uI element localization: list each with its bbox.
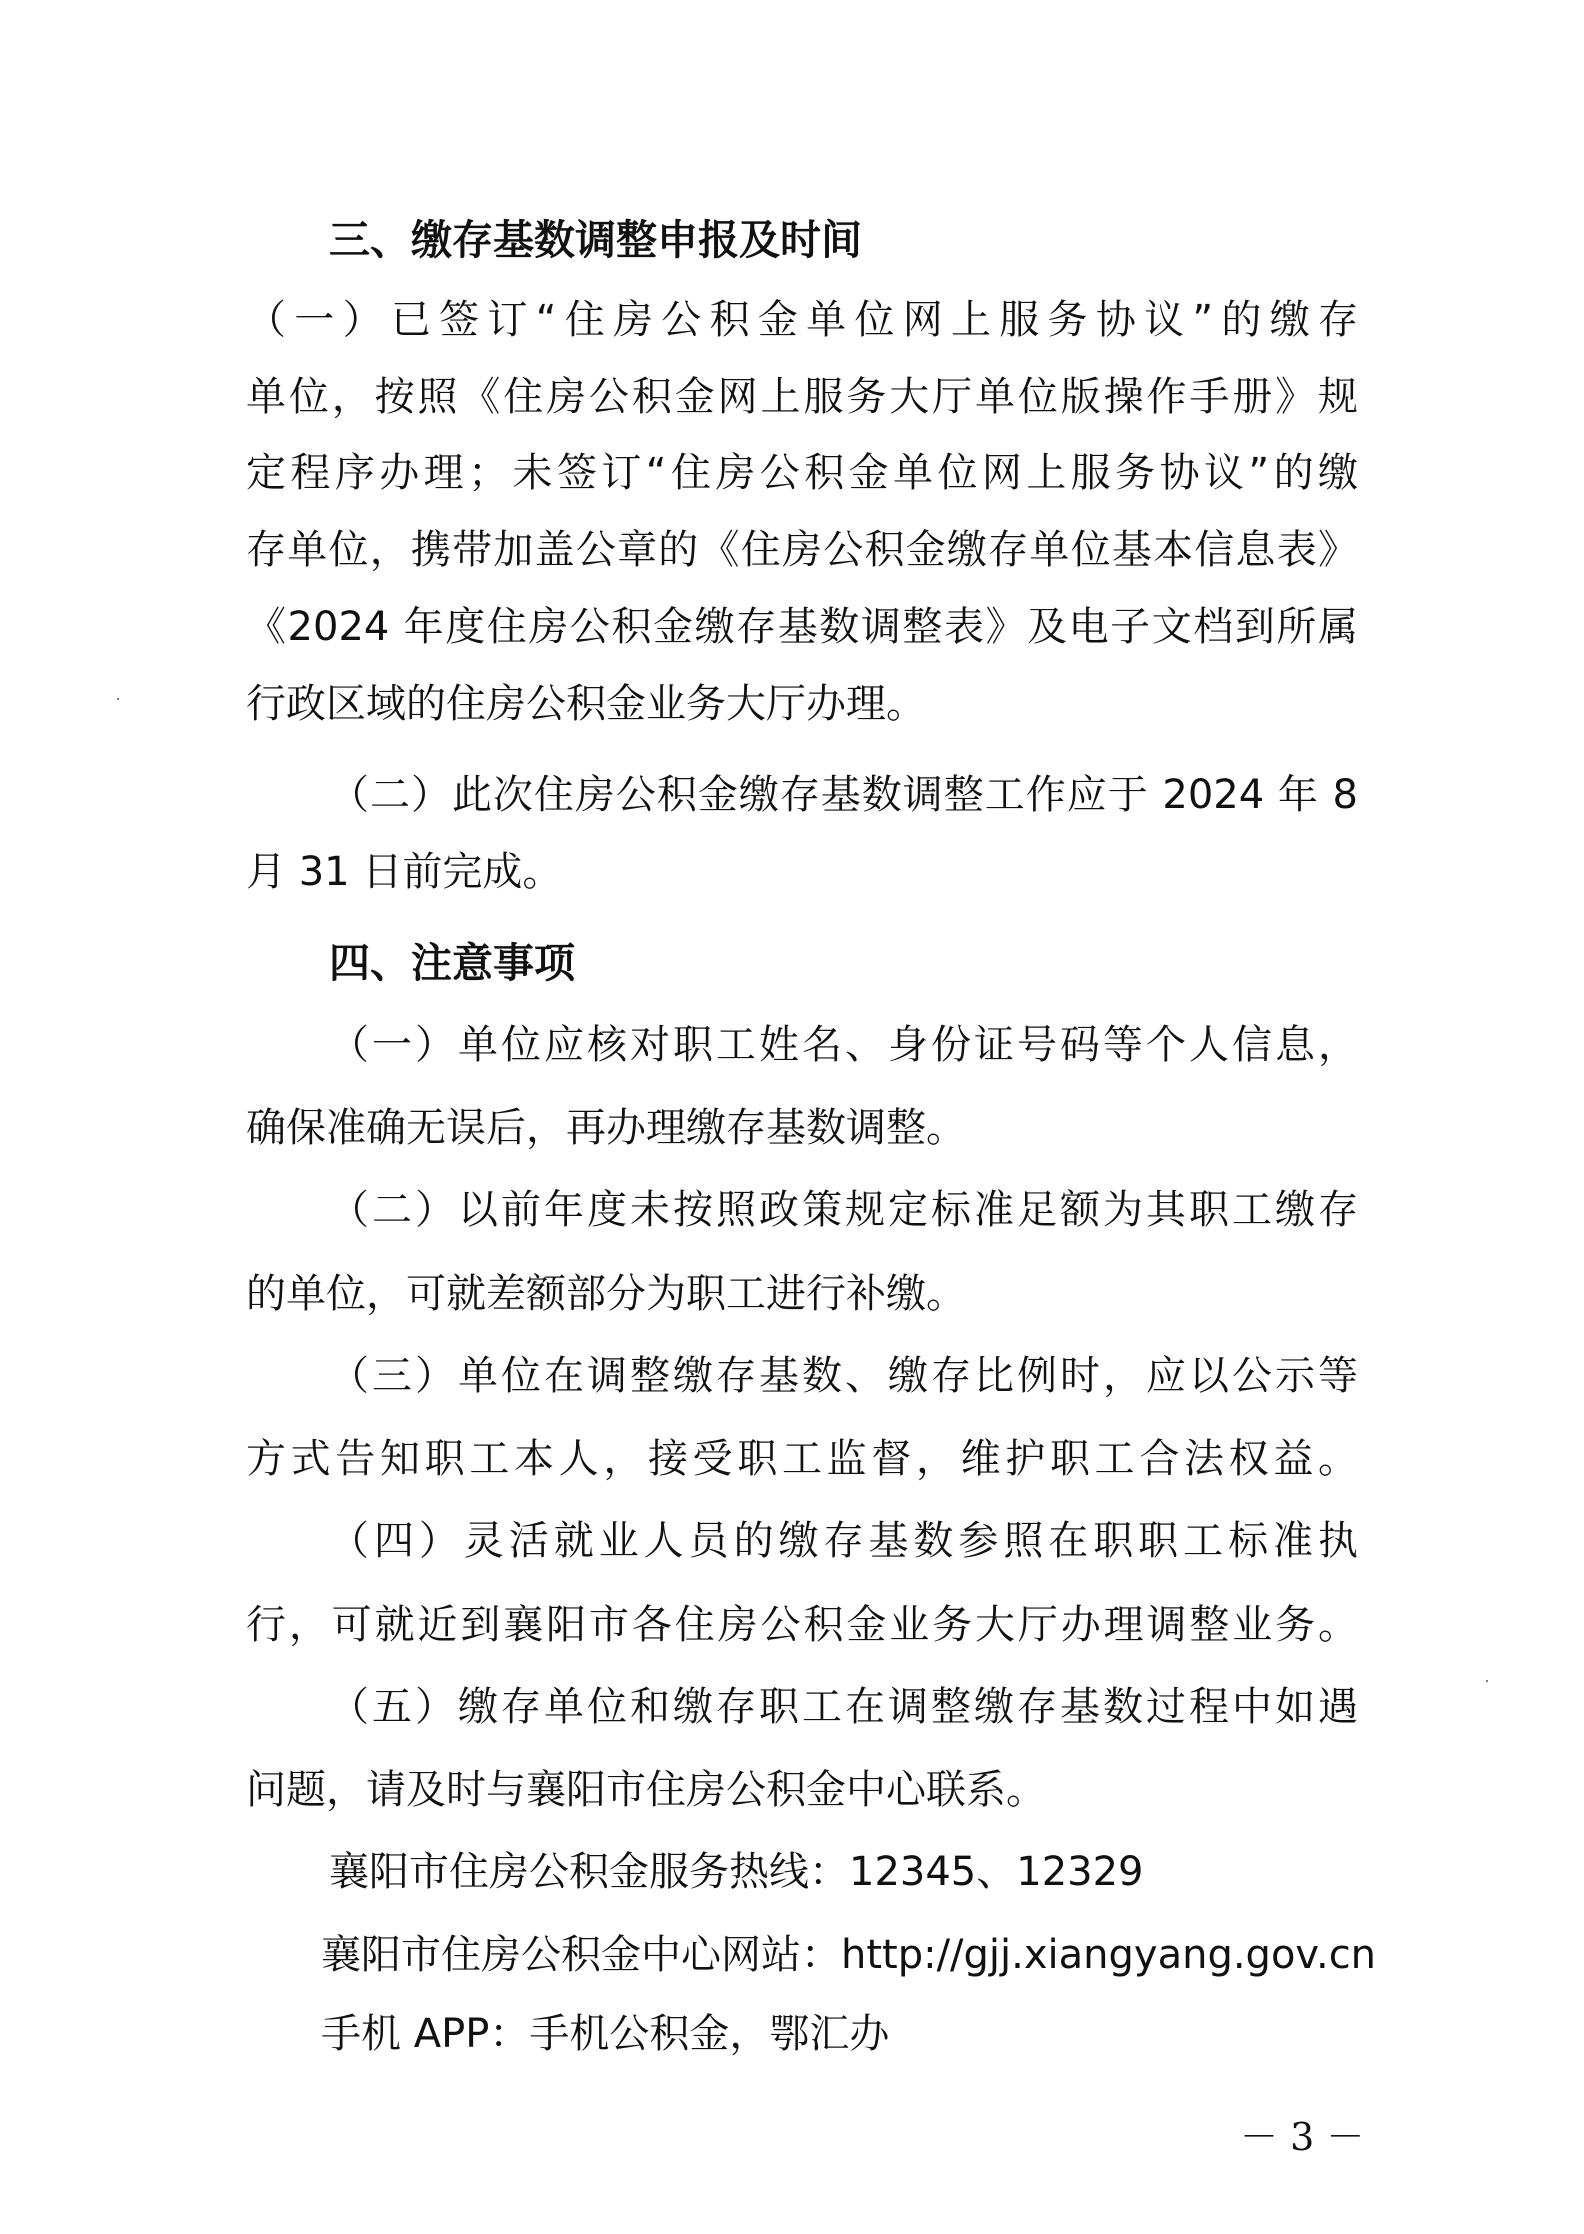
page-number: － 3 － — [1240, 2115, 1365, 2159]
paragraph-line: 定程序办理；未签订“住房公积金单位网上服务协议”的缴 — [246, 450, 1358, 496]
paragraph-line: 月 31 日前完成。 — [246, 849, 563, 895]
paragraph-line: 方式告知职工本人，接受职工监督，维护职工合法权益。 — [246, 1436, 1358, 1482]
scan-speck — [1486, 1680, 1488, 1682]
paragraph-line: 行政区域的住房公积金业务大厅办理。 — [246, 681, 926, 727]
paragraph-line: （四）灵活就业人员的缴存基数参照在职职工标准执 — [329, 1518, 1358, 1564]
paragraph-line: 行，可就近到襄阳市各住房公积金业务大厅办理调整业务。 — [246, 1602, 1358, 1648]
paragraph-line: 存单位，携带加盖公章的《住房公积金缴存单位基本信息表》 — [246, 527, 1358, 573]
paragraph-line: （一）已签订“住房公积金单位网上服务协议”的缴存 — [246, 297, 1358, 343]
paragraph-line: （二）以前年度未按照政策规定标准足额为其职工缴存 — [329, 1187, 1358, 1233]
paragraph-line: （三）单位在调整缴存基数、缴存比例时，应以公示等 — [329, 1353, 1358, 1399]
paragraph-line: （一）单位应核对职工姓名、身份证号码等个人信息， — [329, 1022, 1358, 1068]
paragraph-line: （二）此次住房公积金缴存基数调整工作应于 2024 年 8 — [329, 772, 1358, 818]
app-text: 手机 APP：手机公积金，鄂汇办 — [321, 2011, 890, 2057]
paragraph-line: 确保准确无误后，再办理缴存基数调整。 — [246, 1105, 966, 1151]
paragraph-line: （五）缴存单位和缴存职工在调整缴存基数过程中如遇 — [329, 1684, 1358, 1730]
paragraph-line: 单位，按照《住房公积金网上服务大厅单位版操作手册》规 — [246, 374, 1358, 420]
website-text: 襄阳市住房公积金中心网站：http://gjj.xiangyang.gov.cn — [321, 1932, 1377, 1978]
paragraph-line: 问题，请及时与襄阳市住房公积金中心联系。 — [246, 1767, 1046, 1813]
scan-speck — [117, 698, 119, 700]
section-heading-4: 四、注意事项 — [329, 939, 575, 987]
hotline-text: 襄阳市住房公积金服务热线：12345、12329 — [329, 1849, 1144, 1895]
section-heading-3: 三、缴存基数调整申报及时间 — [329, 216, 862, 264]
paragraph-line: 的单位，可就差额部分为职工进行补缴。 — [246, 1271, 966, 1317]
paragraph-line: 《2024 年度住房公积金缴存基数调整表》及电子文档到所属 — [246, 604, 1358, 650]
